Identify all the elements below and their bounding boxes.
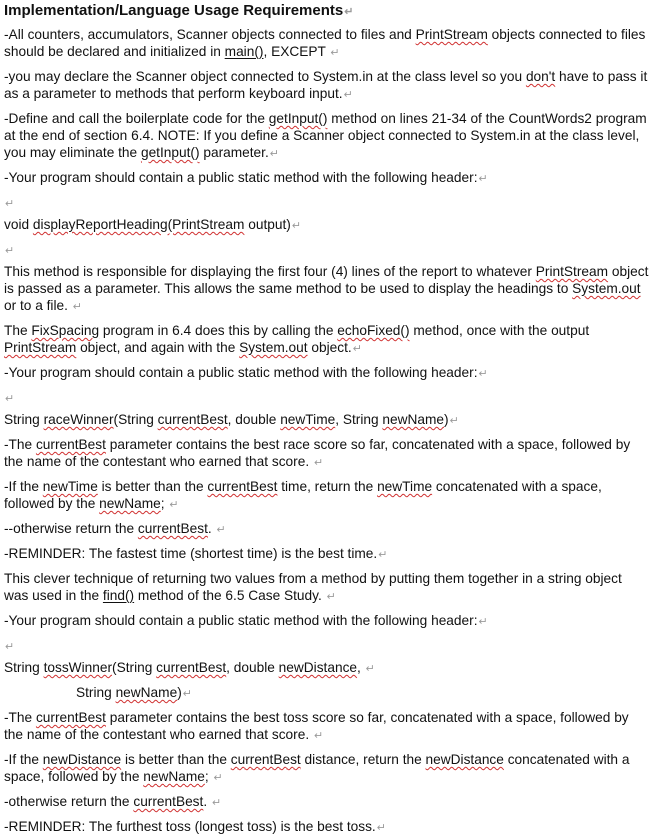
paragraph: [4, 751, 649, 787]
spellcheck-word: getInput(): [140, 145, 200, 160]
spellcheck-word: currentBest: [133, 794, 204, 809]
paragraph: [4, 793, 649, 812]
spellcheck-word: getInput(): [268, 111, 328, 126]
paragraph-text: distance, return the: [300, 752, 426, 767]
paragraph: [4, 322, 649, 358]
spellcheck-word: raceWinner: [43, 412, 114, 427]
paragraph-text: parameter.: [199, 145, 269, 160]
paragraph: [4, 26, 649, 62]
paragraph-text: -REMINDER: The furthest toss (longest toss) is the best toss.: [4, 819, 376, 834]
paragraph-text: -Your program should contain a public static method with the following header:: [4, 170, 478, 185]
paragraph-text: --otherwise return the: [4, 521, 138, 536]
paragraph-text: concatenated with a space, followed by the: [4, 752, 630, 784]
paragraph: [4, 612, 649, 631]
spellcheck-word: newTime: [377, 479, 433, 494]
paragraph-text: have to pass it as a parameter to methods that perform keyboard input.: [4, 69, 648, 101]
paragraph-mark: ↵: [5, 245, 15, 257]
paragraph: [4, 709, 649, 745]
paragraph-text: .: [207, 521, 216, 536]
paragraph-mark: ↵: [291, 220, 302, 232]
paragraph-text: output): [244, 217, 291, 232]
paragraph-text: is better than the: [121, 752, 231, 767]
spellcheck-word: newName: [115, 685, 178, 700]
paragraph-mark: ↵: [365, 663, 375, 675]
paragraph-mark: ↵: [330, 47, 340, 59]
empty-paragraph: [4, 637, 649, 653]
document-title-text: Implementation/Language Usage Requirements: [4, 2, 344, 19]
paragraph-text: , double: [226, 660, 279, 675]
spellcheck-word: PrintStream: [4, 340, 77, 355]
paragraph-text: program in 6.4 does this by calling the: [99, 323, 338, 338]
spellcheck-word: displayReportHeading(PrintStream: [32, 217, 245, 232]
paragraph-text: -Your program should contain a public static method with the following header:: [4, 613, 478, 628]
paragraph-mark: ↵: [313, 730, 324, 742]
spellcheck-word: tossWinner: [43, 660, 113, 675]
paragraph-text: This clever technique of returning two values from a method by putting them together in a string object was used in the: [4, 571, 622, 603]
paragraph-text: ,: [357, 660, 365, 675]
paragraph-text: method on lines 21-34 of the CountWords2 program at the end of section 6.4. NOTE: If you define a Scanner object connected to System.in at the class level, you may eliminate the: [4, 111, 647, 160]
paragraph-text: ;: [204, 769, 213, 784]
spellcheck-word: newDistance: [278, 660, 358, 675]
paragraph: [4, 436, 649, 472]
paragraph-text: time, return the: [277, 479, 378, 494]
paragraph-text: This method is responsible for displaying the first four (4) lines of the report to whatever: [4, 264, 536, 279]
paragraph-text: object is passed as a parameter. This allows the same method to be used to display the headings to: [4, 264, 649, 296]
paragraph-mark: ↵: [216, 524, 226, 536]
paragraph-text: object.: [307, 340, 352, 355]
paragraph-text: ;: [160, 496, 169, 511]
paragraph-mark: ↵: [478, 616, 488, 628]
spellcheck-word: newName: [99, 496, 161, 511]
document-title: [4, 2, 649, 21]
paragraph-mark: ↵: [344, 6, 354, 18]
paragraph-text: The: [4, 323, 32, 338]
paragraph-mark: ↵: [211, 797, 222, 809]
paragraph-text: concatenated with a space, followed by the: [4, 479, 602, 511]
paragraph-mark: ↵: [378, 549, 388, 561]
paragraph-mark: ↵: [449, 415, 459, 427]
paragraph-text: -All counters, accumulators, Scanner objects connected to files and: [4, 27, 416, 42]
paragraph-text: -The: [4, 437, 36, 452]
paragraph-text: , double: [227, 412, 281, 427]
spellcheck-word: echoFixed(): [337, 323, 410, 338]
paragraph-text: -The: [4, 710, 36, 725]
paragraph-text: , String: [335, 412, 383, 427]
spellcheck-word: newDistance: [425, 752, 504, 767]
paragraph-mark: ↵: [326, 591, 336, 603]
paragraph-text: .: [203, 794, 211, 809]
paragraph-mark: ↵: [5, 641, 15, 653]
spellcheck-word: PrintStream: [415, 27, 488, 42]
paragraph-text: -Your program should contain a public static method with the following header:: [4, 365, 478, 380]
spellcheck-word: newDistance: [42, 752, 122, 767]
spellcheck-word: PrintStream: [535, 264, 609, 279]
paragraph-text: or to a file.: [4, 298, 72, 313]
paragraph-mark: ↵: [213, 772, 223, 784]
paragraph: [4, 570, 649, 606]
paragraph: [4, 684, 649, 703]
paragraph: [4, 263, 649, 316]
paragraph-mark: ↵: [72, 301, 82, 313]
paragraph: [4, 364, 649, 383]
paragraph-text: (String: [113, 412, 158, 427]
paragraph-text: String: [4, 412, 44, 427]
paragraph-text: String: [76, 685, 116, 700]
paragraph-text: -If the: [4, 479, 43, 494]
paragraph-text: void: [4, 217, 33, 232]
paragraph-text: parameter contains the best toss score so far, concatenated with a space, followed by the name of the contestant who earned that score.: [4, 710, 629, 742]
paragraph: [4, 216, 649, 235]
spellcheck-word: currentBest: [156, 660, 227, 675]
spellcheck-word: newTime: [42, 479, 98, 494]
spellcheck-word: currentBest: [207, 479, 278, 494]
paragraph-mark: ↵: [5, 198, 15, 210]
paragraph-mark: ↵: [313, 457, 324, 469]
paragraph-text: objects connected to files should be declared and initialized in: [4, 27, 646, 59]
paragraph: [4, 169, 649, 188]
paragraph-text: , EXCEPT: [263, 44, 330, 59]
spellcheck-word: FixSpacing: [31, 323, 100, 338]
paragraph-mark: ↵: [478, 368, 488, 380]
spellcheck-word: currentBest: [157, 412, 228, 427]
paragraph-text: -you may declare the Scanner object connected to System.in at the class level so you: [4, 69, 526, 84]
paragraph: [4, 411, 649, 430]
paragraph: [4, 110, 649, 163]
underlined-text: main(): [224, 44, 264, 59]
empty-paragraph: [4, 241, 649, 257]
document-body: [4, 26, 649, 837]
paragraph-mark: ↵: [478, 173, 488, 185]
paragraph-mark: ↵: [269, 148, 279, 160]
paragraph: [4, 659, 649, 678]
paragraph-text: ): [177, 685, 182, 700]
spellcheck-word: currentBest: [137, 521, 208, 536]
paragraph-text: method, once with the output: [409, 323, 590, 338]
spellcheck-word: currentBest: [35, 710, 106, 725]
paragraph-text: String: [4, 660, 44, 675]
paragraph-text: object, and again with the: [76, 340, 240, 355]
paragraph: [4, 478, 649, 514]
empty-paragraph: [4, 194, 649, 210]
paragraph-text: -REMINDER: The fastest time (shortest time) is the best time.: [4, 546, 378, 561]
spellcheck-word: System.out: [572, 281, 641, 296]
paragraph-text: -If the: [4, 752, 43, 767]
paragraph-mark: ↵: [376, 822, 386, 834]
underlined-text: find(): [102, 588, 135, 603]
paragraph: [4, 68, 649, 104]
spellcheck-word: currentBest: [35, 437, 106, 452]
paragraph: [4, 818, 649, 837]
paragraph-mark: ↵: [343, 89, 353, 101]
spellcheck-word: System.out: [239, 340, 308, 355]
spellcheck-word: don't: [525, 69, 556, 84]
paragraph: [4, 520, 649, 539]
spellcheck-word: currentBest: [230, 752, 301, 767]
spellcheck-word: newName: [382, 412, 445, 427]
paragraph-text: is better than the: [97, 479, 208, 494]
paragraph-mark: ↵: [5, 393, 15, 405]
paragraph-mark: ↵: [169, 499, 179, 511]
paragraph: [4, 545, 649, 564]
paragraph-text: ): [444, 412, 449, 427]
paragraph-text: parameter contains the best race score so far, concatenated with a space, followed by the name of the contestant who earned that score.: [4, 437, 631, 469]
paragraph-text: -Define and call the boilerplate code for the: [4, 111, 269, 126]
empty-paragraph: [4, 389, 649, 405]
paragraph-mark: ↵: [182, 688, 192, 700]
spellcheck-word: newTime: [280, 412, 336, 427]
paragraph-text: (String: [112, 660, 157, 675]
paragraph-mark: ↵: [352, 343, 362, 355]
spellcheck-word: newName: [143, 769, 205, 784]
paragraph-text: method of the 6.5 Case Study.: [134, 588, 326, 603]
paragraph-text: -otherwise return the: [4, 794, 134, 809]
